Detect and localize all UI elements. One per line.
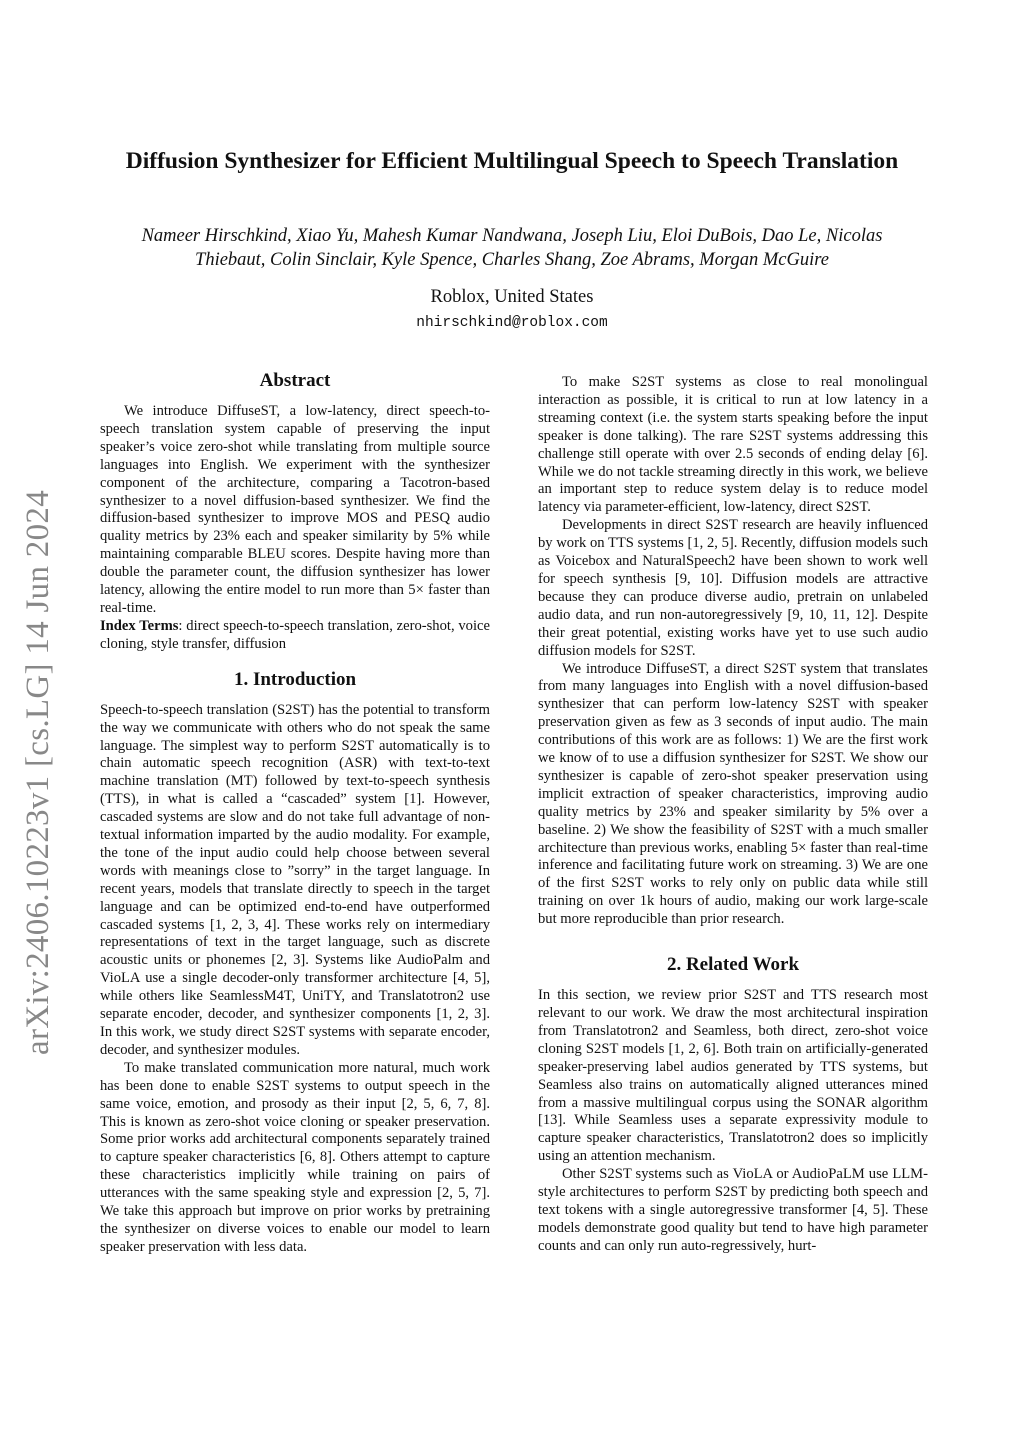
left-column [100,369,490,1257]
intro-paragraph-3: To make S2ST systems as close to real monolingual interaction as possible, it is critical to run at low latency in a streaming context (i.e. the system starts speaking before the input speaker is done talking). The rare S2ST systems addressing this challenge still operate with over 2.5 seconds of ending delay [6]. While we do not tackle streaming directly in this work, we believe an important step to reduce system delay is to reduce model latency via parameter-efficient, low-latency, direct S2ST. [538,374,928,516]
index-terms-label: Index Terms [100,617,179,634]
index-terms-text: : direct speech-to-speech translation, zero-shot, voice cloning, style transfer, diffusion [100,617,490,652]
related-work-heading: 2. Related Work [666,954,800,976]
arxiv-identifier-stamp: arXiv:2406.10223v1 [cs.LG] 14 Jun 2024 [20,489,56,1055]
intro-paragraph-4: Developments in direct S2ST research are heavily influenced by work on TTS systems [1, 2, 5]. Recently, diffusion models such as Voicebox and NaturalSpeech2 have been shown to work well for speech synthesis [9, 10]. Diffusion models are attractive because they can produce diverse audio, pretrain on unlabeled audio data, and run non-autoregressively [9, 10, 11, 12]. Despite their great potential, existing works have yet to use such audio diffusion models for S2ST. [538,517,928,659]
related-paragraph-2: Other S2ST systems such as VioLA or AudioPaLM use LLM-style architectures to perform S2ST by predicting both speech and text tokens with a single autoregressive transformer [4, 5]. These models demonstrate good quality but tend to have high parameter counts and can only run auto-regressively, hurt- [538,1166,928,1254]
affiliation: Roblox, United States [430,287,594,307]
abstract-heading: Abstract [259,370,331,391]
paper-title: Diffusion Synthesizer for Efficient Multilingual Speech to Speech Translation [125,148,899,174]
intro-paragraph-2: To make translated communication more natural, much work has been done to enable S2ST systems to output speech in the same voice, emotion, and prosody as their input [2, 5, 6, 7, 8]. This is known as zero-shot voice cloning or speaker preservation. Some prior works add architectural components separately trained to capture speaker characteristics [6, 8]. Others attempt to capture these characteristics implicitly while training on pairs of utterances with the same speaking style and expression [2, 5, 7]. We take this approach but improve on prior works by pretraining the synthesizer on diverse voices to enable our model to learn speaker preservation with less data. [100,1059,490,1255]
related-paragraph-1: In this section, we review prior S2ST and TTS research most relevant to our work. We draw the most architectural inspiration from Translatotron2 and Seamless, both direct, zero-shot voice cloning S2ST models [1, 2, 6]. Both train on artificially-generated speaker-preserving label audios generated by TTS systems, but Seamless also trains on automatically aligned utterances mined from a massive multilingual corpus using the SONAR algorithm [13]. While Seamless uses a separate expressivity module to capture speaker characteristics, Translatotron2 does so implicitly using an attention mechanism. [538,987,928,1165]
right-column [538,374,928,1256]
contact-email: nhirschkind@roblox.com [416,315,608,331]
abstract-text: We introduce DiffuseST, a low-latency, direct speech-to-speech translation system capable of preserving the input speaker’s voice zero-shot while translating from multiple source languages into English. We experiment with the synthesizer component of the architecture, comparing a Tacotron-based synthesizer to a novel diffusion-based synthesizer. We find the diffusion-based synthesizer to improve MOS and PESQ audio quality metrics by 23% each and speaker similarity by 5% while maintaining comparable BLEU scores. Despite having more than double the parameter count, the diffusion synthesizer has lower latency, allowing the entire model to run more than 5× faster than real-time. [100,403,490,616]
intro-paragraph-1: Speech-to-speech translation (S2ST) has the potential to transform the way we communicate with others who do not speak the same language. The simplest way to perform S2ST automatically is to chain automatic speech recognition (ASR) with text-to-text machine translation (MT) followed by text-to-speech synthesis (TTS), in what is called a “cascaded” system [1]. However, cascaded systems are slow and do not take full advantage of non-textual information imparted by the audio modality. For example, the tone of the input audio could help choose between several words with meanings close to ”sorry” in the target language. In recent years, models that translate directly to speech in the target language and can be optimized end-to-end have outperformed cascaded systems [1, 2, 3, 4]. These works rely on intermediary representations of text in the target language, such as discrete acoustic units or phonemes [2, 3]. Systems like AudioPalm and VioLA use a single decoder-only transformer architecture [4, 5], while others like SeamlessM4T, UniTY, and Translatotron2 use separate encoder, decoder, and synthesizer components [1, 2, 3]. In this work, we study direct S2ST systems with separate encoder, decoder, and synthesizer modules. [100,701,490,1058]
intro-paragraph-5: We introduce DiffuseST, a direct S2ST system that translates from many languages into English with a novel diffusion-based synthesizer that can perform low-latency S2ST with speaker preservation given as few as 3 seconds of input audio. The main contributions of this work are as follows: 1) We are the first work we know of to use a diffusion synthesizer for S2ST. We show our synthesizer is capable of zero-shot speaker preservation using implicit extraction of speaker characteristics, improving audio quality metrics by 23% and speaker similarity by 5% over a baseline. 2) We show the feasibility of S2ST with a much smaller architecture than previous works, enabling 5× faster than real-time inference and facilitating future work on streaming. 3) We are one of the first S2ST works to rely only on public data while still training on over 1k hours of audio, making our work large-scale but more reproducible than prior research. [538,660,928,928]
introduction-heading: 1. Introduction [233,668,357,690]
author-line-1: Nameer Hirschkind, Xiao Yu, Mahesh Kumar Nandwana, Joseph Liu, Eloi DuBois, Dao Le, Nicolas [141,226,883,246]
author-list [70,224,954,272]
index-terms [100,618,490,654]
author-line-2: Thiebaut, Colin Sinclair, Kyle Spence, Charles Shang, Zoe Abrams, Morgan McGuire [195,250,829,270]
